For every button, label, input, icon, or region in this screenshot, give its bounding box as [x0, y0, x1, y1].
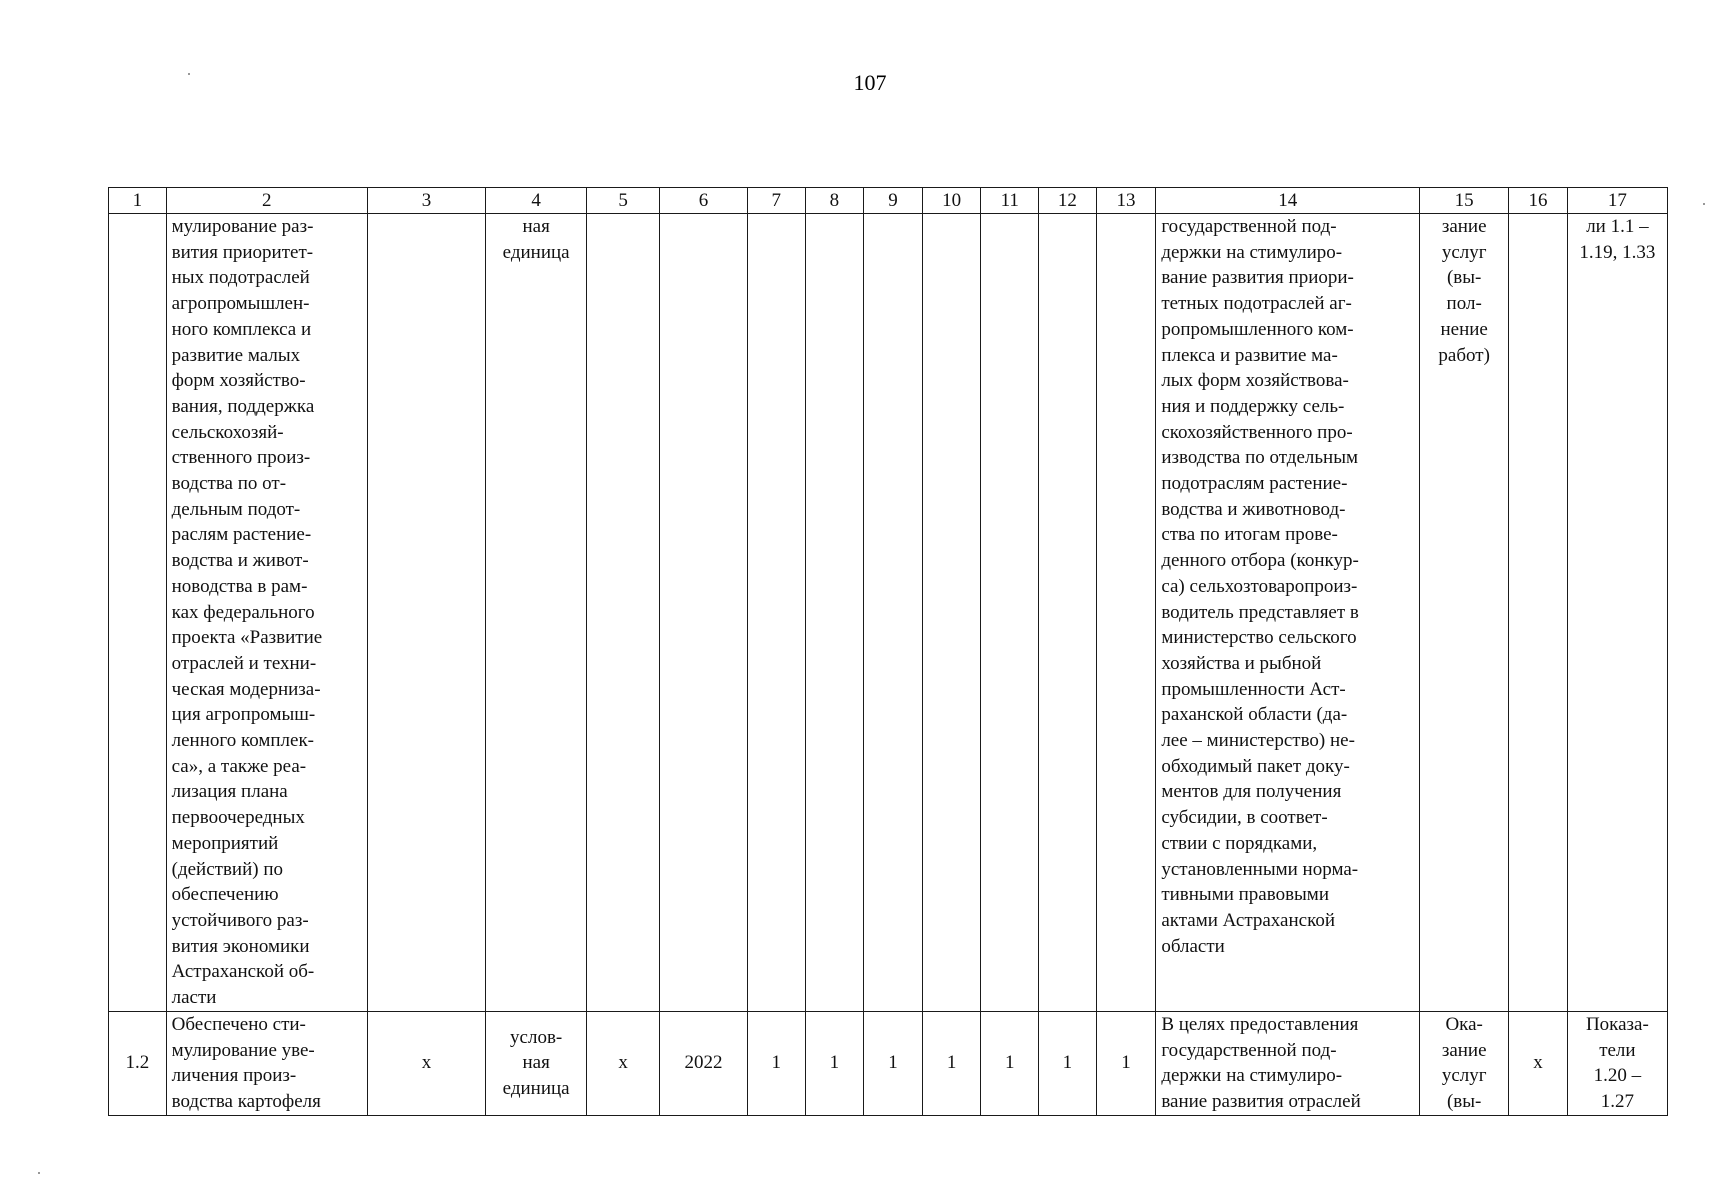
cell-line: Показа-: [1585, 1013, 1649, 1035]
cell-line: ческая модерниза-: [171, 678, 321, 700]
table-row: [109, 1011, 1668, 1115]
cell-line: скохозяйственного про-: [1161, 421, 1353, 443]
cell-line: актами Астраханской: [1161, 909, 1336, 931]
table-cell: [805, 214, 864, 1012]
table-cell: х: [587, 1011, 660, 1115]
column-number: 1: [109, 188, 167, 214]
cell-line: государственной под-: [1161, 216, 1337, 237]
cell-line: лых форм хозяйствова-: [1161, 370, 1349, 392]
cell-line: ная: [522, 216, 550, 237]
scan-speck: [1703, 203, 1705, 205]
value-cell: 1: [805, 1011, 864, 1115]
cell-line: ственного произ-: [171, 447, 311, 469]
column-number: 5: [587, 188, 660, 214]
cell-line: ствии с порядками,: [1161, 832, 1318, 854]
cell-line: (действий) по: [171, 858, 284, 880]
column-number: 8: [805, 188, 864, 214]
cell-line: ная: [522, 1052, 550, 1074]
cell-line: мероприятий: [171, 832, 279, 854]
cell-line: вание развития приори-: [1161, 267, 1354, 289]
cell-line: зание: [1441, 1039, 1487, 1061]
column-number: 15: [1420, 188, 1509, 214]
cell-line: установленными норма-: [1161, 858, 1359, 880]
scan-speck: [38, 1172, 40, 1174]
cell-line: лее – министерство) не-: [1161, 730, 1355, 752]
indicator-cell: [1567, 1011, 1667, 1115]
cell-line: денного отбора (конкур-: [1161, 550, 1359, 572]
cell-line: государственной под-: [1161, 1039, 1337, 1061]
cell-line: вания, поддержка: [171, 395, 315, 417]
description-cell: [166, 1011, 367, 1115]
column-number: 7: [747, 188, 805, 214]
table-cell: [1509, 214, 1568, 1012]
cell-line: пол-: [1446, 293, 1482, 315]
cell-line: форм хозяйство-: [171, 370, 306, 392]
row-number-cell: [109, 214, 167, 1012]
program-table: [108, 187, 1668, 1116]
cell-line: Ока-: [1445, 1013, 1483, 1035]
column-number: 4: [486, 188, 587, 214]
cell-line: ных подотраслей: [171, 267, 310, 289]
cell-line: личения произ-: [171, 1065, 297, 1087]
cell-line: устойчивого раз-: [171, 909, 309, 931]
cell-line: тетных подотраслей аг-: [1161, 293, 1352, 315]
cell-line: мулирование раз-: [171, 216, 314, 237]
cell-line: субсидии, в соответ-: [1161, 807, 1328, 829]
cell-line: ли 1.1 –: [1586, 216, 1649, 237]
page-number: 107: [853, 70, 887, 95]
table-cell: [367, 214, 485, 1012]
cell-line: ства по итогам прове-: [1161, 524, 1338, 546]
cell-line: обходимый пакет доку-: [1161, 755, 1350, 777]
cell-line: Обеспечено сти-: [171, 1013, 306, 1035]
cell-line: (вы-: [1446, 267, 1482, 289]
cell-line: держки на стимулиро-: [1161, 1065, 1343, 1087]
cell-line: ментов для получения: [1161, 781, 1342, 803]
cell-line: водства и живот-: [171, 550, 309, 572]
cell-line: водства и животновод-: [1161, 498, 1346, 520]
cell-line: водства картофеля: [171, 1090, 321, 1112]
column-number: 12: [1039, 188, 1097, 214]
cell-line: области: [1161, 935, 1225, 957]
value-cell: 1: [1039, 1011, 1097, 1115]
type-cell: [1420, 214, 1509, 1012]
unit-cell: [486, 214, 587, 1012]
cell-line: единица: [502, 241, 570, 263]
cell-line: лизация плана: [171, 781, 288, 803]
cell-line: 1.27: [1600, 1090, 1635, 1112]
unit-cell: [486, 1011, 587, 1115]
cell-line: зание: [1441, 216, 1487, 237]
table-cell: [1039, 214, 1097, 1012]
value-cell: 1: [747, 1011, 805, 1115]
mechanism-cell: [1156, 1011, 1420, 1115]
cell-line: ного комплекса и: [171, 318, 312, 340]
cell-line: В целях предоставления: [1161, 1013, 1359, 1035]
column-number: 17: [1567, 188, 1667, 214]
cell-line: изводства по отдельным: [1161, 447, 1359, 469]
cell-line: тивными правовыми: [1161, 884, 1330, 906]
cell-line: плекса и развитие ма-: [1161, 344, 1338, 366]
column-number: 2: [166, 188, 367, 214]
cell-line: держки на стимулиро-: [1161, 241, 1343, 263]
cell-line: развитие малых: [171, 344, 301, 366]
cell-line: агропромышлен-: [171, 293, 310, 315]
value-cell: 1: [864, 1011, 923, 1115]
column-number: 14: [1156, 188, 1420, 214]
cell-line: сельскохозяй-: [171, 421, 284, 443]
cell-line: услуг: [1441, 241, 1487, 263]
cell-line: отраслей и техни-: [171, 652, 317, 674]
cell-line: работ): [1438, 344, 1490, 366]
cell-line: первоочередных: [171, 807, 305, 829]
description-cell: [166, 214, 367, 1012]
cell-line: услов-: [510, 1026, 563, 1048]
cell-line: проекта «Развитие: [171, 627, 323, 649]
cell-line: подотраслям растение-: [1161, 473, 1348, 495]
type-cell: [1420, 1011, 1509, 1115]
table-cell: [922, 214, 981, 1012]
cell-line: хозяйства и рыбной: [1161, 652, 1322, 674]
cell-line: нение: [1440, 318, 1488, 340]
cell-line: вития приоритет-: [171, 241, 314, 263]
cell-line: са) сельхозтоваропроиз-: [1161, 575, 1358, 597]
cell-line: услуг: [1441, 1065, 1487, 1087]
cell-line: ропромышленного ком-: [1161, 318, 1354, 340]
cell-line: новодства в рам-: [171, 575, 308, 597]
value-cell: 1: [1096, 1011, 1156, 1115]
value-cell: 1: [922, 1011, 981, 1115]
cell-line: са», а также реа-: [171, 755, 307, 777]
table-row: [109, 214, 1668, 1012]
cell-line: ласти: [171, 987, 217, 1009]
column-number: 3: [367, 188, 485, 214]
cell-line: ках федерального: [171, 601, 315, 623]
cell-line: министерство сельского: [1161, 627, 1357, 649]
column-number: 6: [659, 188, 747, 214]
cell-line: вание развития отраслей: [1161, 1090, 1361, 1112]
cell-line: ния и поддержку сель-: [1161, 395, 1345, 417]
table-cell: [747, 214, 805, 1012]
scan-speck: [188, 73, 190, 75]
cell-line: обеспечению: [171, 884, 279, 906]
cell-line: мулирование уве-: [171, 1039, 315, 1061]
table-cell: [1096, 214, 1156, 1012]
mechanism-cell: [1156, 214, 1420, 1012]
cell-line: промышленности Аст-: [1161, 678, 1346, 700]
column-number: 9: [864, 188, 923, 214]
cell-line: Астраханской об-: [171, 961, 315, 983]
cell-line: водства по от-: [171, 473, 287, 495]
cell-line: (вы-: [1446, 1090, 1482, 1112]
cell-line: дельным подот-: [171, 498, 301, 520]
cell-line: единица: [502, 1078, 570, 1100]
table-cell: [659, 214, 747, 1012]
column-number: 11: [981, 188, 1039, 214]
cell-line: раслям растение-: [171, 524, 312, 546]
table-cell: х: [1509, 1011, 1568, 1115]
table-cell: [981, 214, 1039, 1012]
cell-line: вития экономики: [171, 935, 310, 957]
column-number-row: [109, 188, 1668, 214]
cell-line: тели: [1599, 1039, 1636, 1061]
table-cell: [587, 214, 660, 1012]
value-cell: 1: [981, 1011, 1039, 1115]
year-cell: 2022: [659, 1011, 747, 1115]
table-cell: х: [367, 1011, 485, 1115]
cell-line: 1.20 –: [1593, 1065, 1642, 1087]
cell-line: раханской области (да-: [1161, 704, 1348, 726]
column-number: 16: [1509, 188, 1568, 214]
cell-line: ленного комплек-: [171, 730, 315, 752]
column-number: 13: [1096, 188, 1156, 214]
table-cell: [864, 214, 923, 1012]
cell-line: ция агропромыш-: [171, 704, 316, 726]
indicator-cell: [1567, 214, 1667, 1012]
cell-line: водитель представляет в: [1161, 601, 1359, 623]
cell-line: 1.19, 1.33: [1579, 241, 1656, 263]
column-number: 10: [922, 188, 981, 214]
row-number-cell: 1.2: [109, 1011, 167, 1115]
